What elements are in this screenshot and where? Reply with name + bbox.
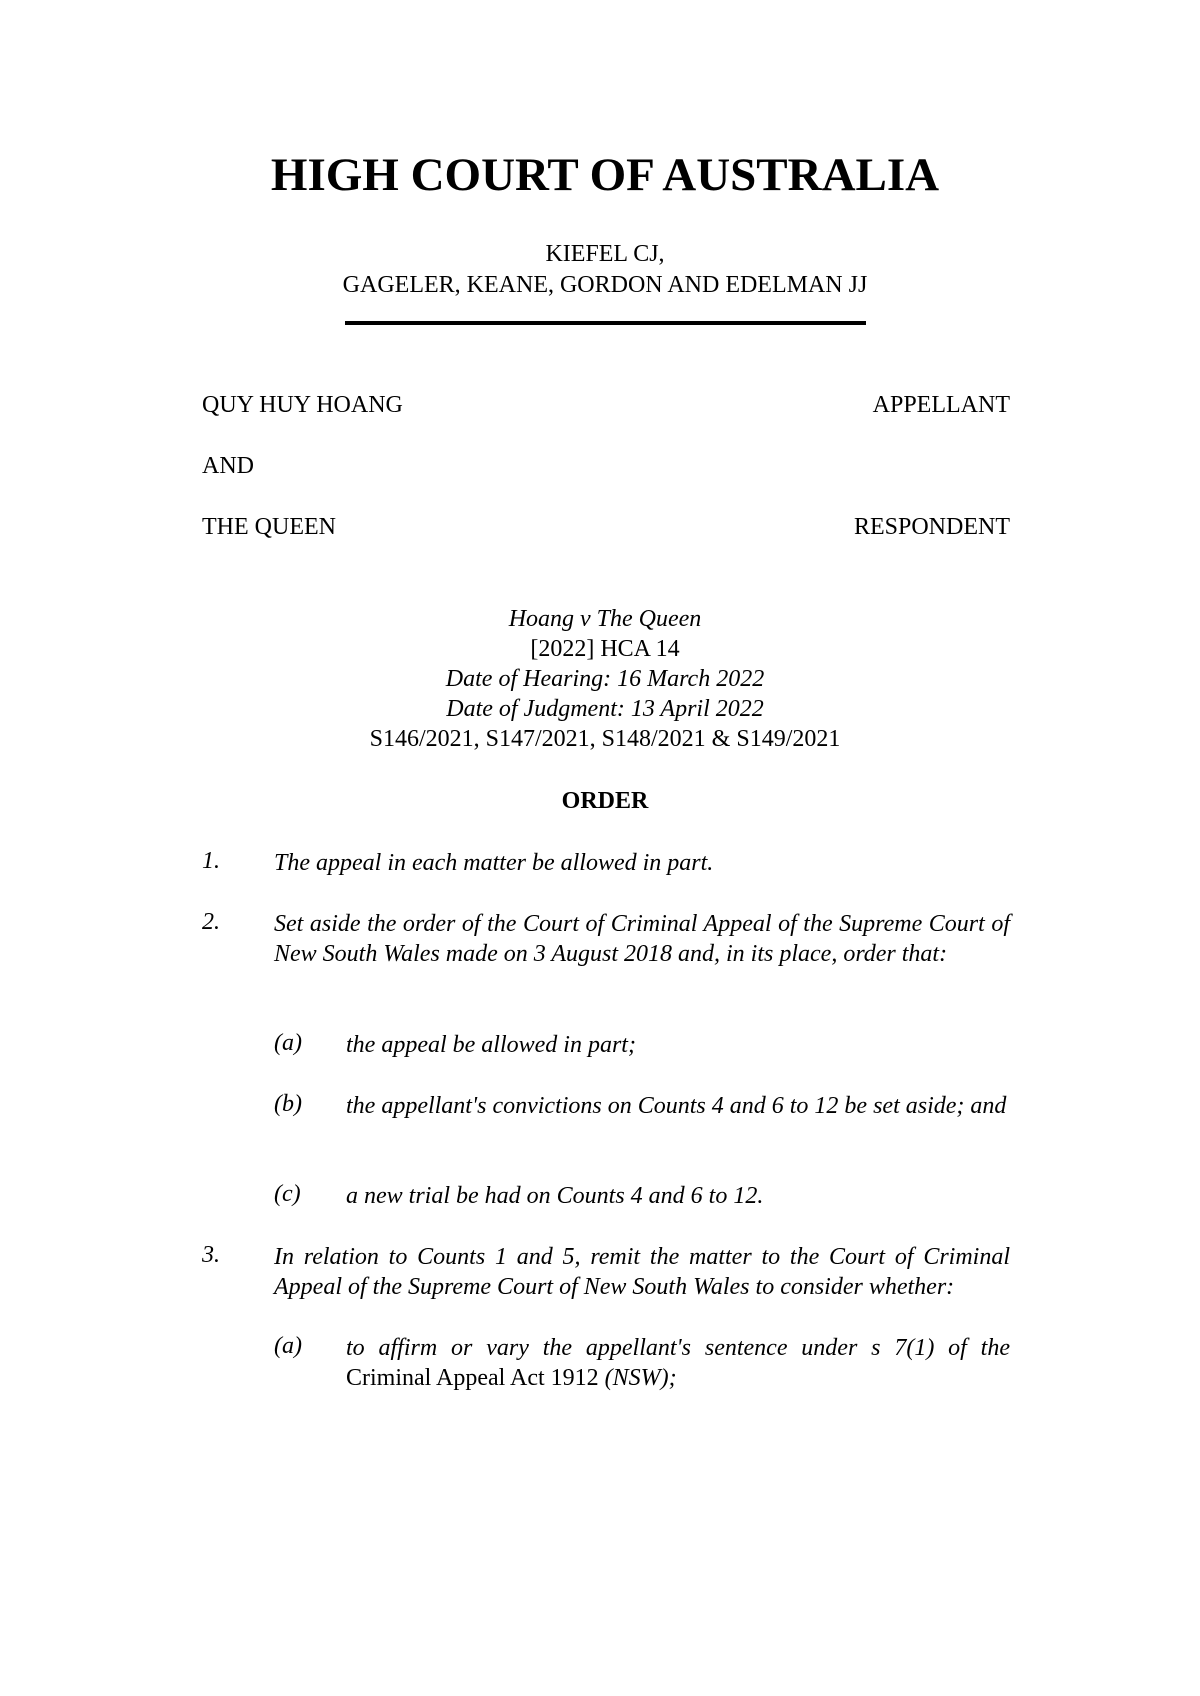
- parties-conjunction-row: [202, 453, 1010, 480]
- judgment-date: Date of Judgment: 13 April 2022: [446, 696, 764, 722]
- order-2-text: Set aside the order of the Court of Criminal Appeal of the Supreme Court of New South Wales made on 3 August 2018 and, in its place, order that:: [274, 911, 1010, 967]
- act-name: Criminal Appeal Act 1912: [346, 1365, 599, 1391]
- order-3-number: 3.: [202, 1242, 220, 1268]
- order-2-number: 2.: [202, 909, 220, 935]
- order-2b-number: (b): [274, 1091, 302, 1117]
- parties-conjunction: AND: [202, 453, 254, 479]
- order-2b-text: the appellant's convictions on Counts 4 and 6 to 12 be set aside; and: [346, 1093, 1007, 1119]
- case-name: Hoang v The Queen: [508, 606, 702, 632]
- citation-block: [0, 604, 1200, 754]
- order-2a-text: the appeal be allowed in part;: [346, 1032, 636, 1058]
- order-heading: ORDER: [561, 788, 649, 814]
- order-2c-text: a new trial be had on Counts 4 and 6 to 12.: [346, 1183, 764, 1209]
- justices-line-1: KIEFEL CJ,: [545, 241, 665, 267]
- appellant-row: [202, 392, 1010, 419]
- respondent-role: RESPONDENT: [853, 514, 1010, 540]
- order-2c-number: (c): [274, 1181, 301, 1207]
- order-3a-text-before: to affirm or vary the appellant's sentence under s 7(1) of the: [346, 1335, 1010, 1361]
- order-3a-text-after: (NSW);: [604, 1365, 677, 1391]
- order-2a-number: (a): [274, 1030, 302, 1056]
- order-1-number: 1.: [202, 848, 220, 874]
- court-title: HIGH COURT OF AUSTRALIA: [270, 149, 940, 201]
- order-3a-text: [346, 1333, 1010, 1393]
- hearing-date: Date of Hearing: 16 March 2022: [445, 666, 765, 692]
- respondent-row: [202, 514, 1010, 541]
- order-3-text: In relation to Counts 1 and 5, remit the matter to the Court of Criminal Appeal of the Supreme Court of New South Wales to consider whether:: [274, 1244, 1010, 1300]
- justices-line-2: GAGELER, KEANE, GORDON AND EDELMAN JJ: [342, 272, 868, 298]
- neutral-citation: [2022] HCA 14: [530, 636, 680, 662]
- justices-block: [0, 239, 1200, 301]
- appellant-name: QUY HUY HOANG: [202, 392, 403, 418]
- respondent-name: THE QUEEN: [202, 514, 336, 540]
- appellant-role: APPELLANT: [872, 392, 1010, 418]
- order-3a-number: (a): [274, 1333, 302, 1359]
- title-divider: [345, 321, 866, 325]
- matter-numbers: S146/2021, S147/2021, S148/2021 & S149/2021: [369, 726, 841, 752]
- order-1-text: The appeal in each matter be allowed in part.: [274, 850, 714, 876]
